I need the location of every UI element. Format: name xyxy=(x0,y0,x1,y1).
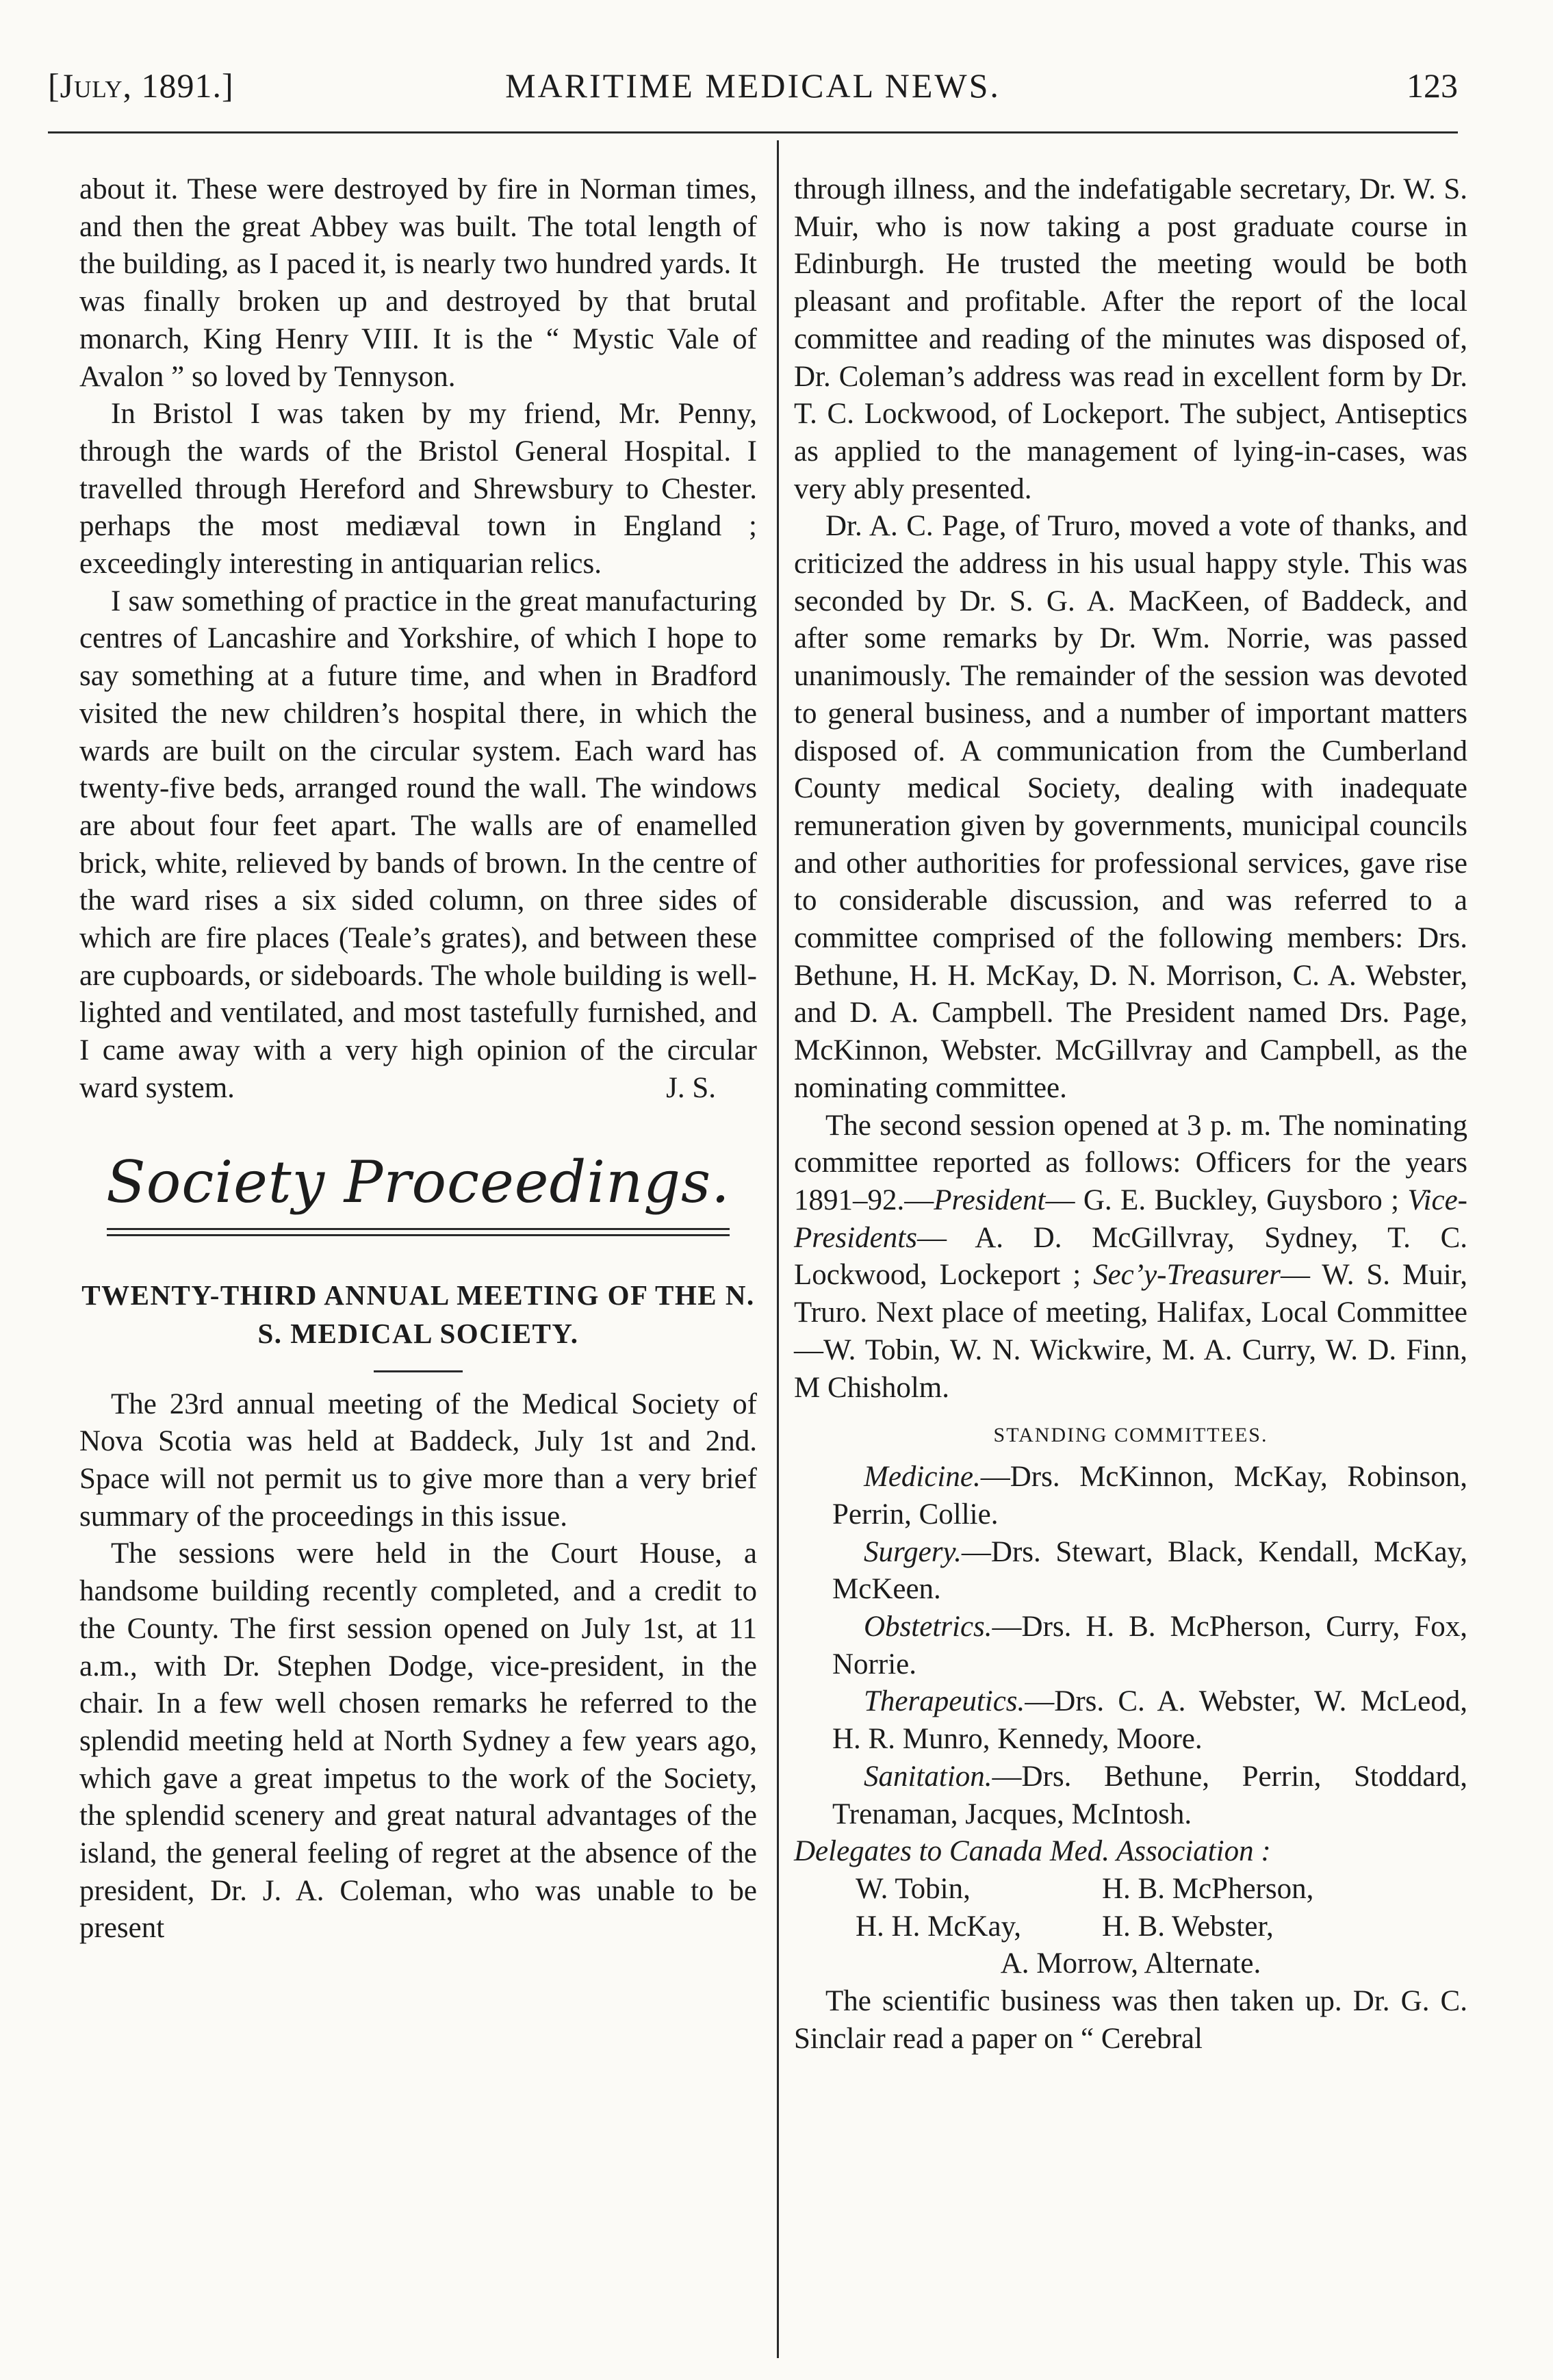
committees-heading: STANDING COMMITTEES. xyxy=(993,1424,1268,1447)
issue-date: [July, 1891.] xyxy=(48,66,234,105)
paragraph: through illness, and the indefatigable secretary, Dr. W. S. Muir, who is now taking a post graduate course in Edinburgh. He trusted the meeting would be both pleasant and profitable. After the report of the local committee and reading of the minutes was disposed of, Dr. Coleman’s address was read in excellent form by Dr. T. C. Lockwood, of Lockeport. The subject, Antiseptics as applied to the management of lying-in-cases, was very ably presented. xyxy=(794,173,1467,505)
committee-entry xyxy=(794,1459,1467,1533)
article-headline: TWENTY-THIRD ANNUAL MEETING OF THE N. S. MEDICAL SOCIETY. xyxy=(81,1279,755,1349)
signature: J. S. xyxy=(666,1071,716,1104)
committee-members: —Drs. McKinnon, McKay, Robinson, Perrin, Collie. xyxy=(832,1461,1467,1531)
delegates-row xyxy=(794,1871,1467,1908)
president-label: President xyxy=(934,1183,1046,1216)
delegates-row xyxy=(794,1908,1467,1946)
delegate-name: W. Tobin, xyxy=(856,1872,971,1905)
committee-label: Obstetrics. xyxy=(864,1611,992,1643)
secretary-label: Sec’y-Treasurer xyxy=(1093,1259,1281,1292)
vice-presidents-label: Vice-Presidents xyxy=(794,1183,1467,1254)
paragraph: The 23rd annual meeting of the Medical Society of Nova Scotia was held at Baddeck, July 1st and 2nd. Space will not permit us to give more than a very brief summary of the proceedings in this issue. xyxy=(79,1387,757,1533)
paragraph: Dr. A. C. Page, of Truro, moved a vote of thanks, and criticized the address in his usual happy style. This was seconded by Dr. S. G. A. MacKeen, of Baddeck, and after some remarks by Dr. Wm. Norrie, was passed unanimously. The remainder of the session was devoted to general business, and a number of important matters disposed of. A communication from the Cumberland County medical Society, dealing with inadequate remuneration given by governments, municipal councils and other authorities for professional services, gave rise to considerable discussion, and was referred to a committee comprised of the following members: Drs. Bethune, H. H. McKay, D. N. Morrison, C. A. Webster, and D. A. Campbell. The President named Drs. Page, McKinnon, Webster. McGillvray and Campbell, as the nominating committee. xyxy=(794,510,1467,1104)
delegate-name: H. H. McKay, xyxy=(856,1910,1022,1943)
committee-members: —Drs. Bethune, Perrin, Stoddard, Trenaman, Jacques, McIntosh. xyxy=(832,1760,1467,1830)
committee-members: —Drs. H. B. McPherson, Curry, Fox, Norrie. xyxy=(832,1611,1467,1680)
section-title: Society Proceedings. xyxy=(106,1148,730,1216)
committee-entry xyxy=(794,1758,1467,1833)
paragraph-text: — G. E. Buckley, Guysboro ; xyxy=(1045,1183,1400,1216)
double-rule xyxy=(107,1228,730,1236)
short-rule xyxy=(374,1370,463,1372)
paragraph: about it. These were destroyed by fire in Norman times, and then the great Abbey was built. The total length of the building, as I paced it, is nearly two hundred yards. It was finally broken up and destroyed by that brutal monarch, King Henry VIII. It is the “ Mystic Vale of Avalon ” so loved by Tennyson. xyxy=(79,173,757,393)
committee-label: Medicine. xyxy=(864,1461,981,1494)
alternate-delegate: A. Morrow, Alternate. xyxy=(1000,1947,1261,1980)
paragraph xyxy=(794,1108,1467,1407)
paragraph-text: I saw something of practice in the great manufacturing centres of Lancashire and Yorkshire, of which I hope to say something at a future time, and when in Bradford visited the new children’s hospital there, in which the wards are built on the circular system. Each ward has twenty-five beds, arranged round the wall. The windows are about four feet apart. The walls are of enamelled brick, white, relieved by bands of brown. In the centre of the ward rises a six sided column, on three sides of which are fire places (Teale’s grates), and between these are cupboards, or sideboards. The whole building is well-lighted and ventilated, and most tastefully furnished, and I came away with a very high opinion of the circular ward system. xyxy=(79,585,757,1104)
paragraph-text: — W. S. Muir, Truro. Next place of meeting, Halifax, Local Committee—W. Tobin, W. N. Wickwire, M. A. Curry, W. D. Finn, M Chisholm. xyxy=(794,1259,1467,1404)
page-header xyxy=(48,66,1458,127)
page-number: 123 xyxy=(1407,66,1458,105)
journal-title: MARITIME MEDICAL NEWS. xyxy=(505,66,1001,105)
delegate-name: H. B. Webster, xyxy=(1102,1910,1274,1943)
paragraph xyxy=(79,583,757,1108)
paragraph-text: — A. D. McGillvray, Sydney, T. C. Lockwood, Lockeport ; xyxy=(794,1221,1467,1292)
column-divider xyxy=(777,140,779,2358)
delegates-title: Delegates to Canada Med. Association : xyxy=(794,1835,1271,1868)
committee-entry xyxy=(794,1609,1467,1683)
committee-label: Sanitation. xyxy=(864,1760,992,1793)
paragraph: The sessions were held in the Court House, a handsome building recently completed, and a credit to the County. The first session opened on July 1st, at 11 a.m., with Dr. Stephen Dodge, vice-president, in the chair. In a few well chosen remarks he referred to the splendid meeting held at North Sydney a few years ago, which gave a great impetus to the work of the Society, the splendid scenery and great natural advantages of the island, the general feeling of regret at the absence of the president, Dr. J. A. Coleman, who was unable to be present xyxy=(79,1537,757,1945)
paragraph: In Bristol I was taken by my friend, Mr. Penny, through the wards of the Bristol General Hospital. I travelled through Hereford and Shrewsbury to Chester. perhaps the most mediæval town in England ; exceedingly interesting in antiquarian relics. xyxy=(79,398,757,580)
paragraph-text: The second session opened at 3 p. m. The nominating committee reported as follows: Officers for the years 1891–92.— xyxy=(794,1109,1467,1216)
delegate-name: H. B. McPherson, xyxy=(1102,1872,1314,1905)
committee-entry xyxy=(794,1534,1467,1609)
committee-members: —Drs. C. A. Webster, W. McLeod, H. R. Munro, Kennedy, Moore. xyxy=(832,1685,1467,1756)
left-column xyxy=(79,171,757,1947)
right-column xyxy=(794,171,1467,2058)
paragraph: The scientific business was then taken up. Dr. G. C. Sinclair read a paper on “ Cerebral xyxy=(794,1985,1467,2055)
committee-label: Therapeutics. xyxy=(864,1685,1025,1718)
committee-label: Surgery. xyxy=(864,1535,962,1568)
committee-entry xyxy=(794,1683,1467,1758)
committee-members: —Drs. Stewart, Black, Kendall, McKay, McKeen. xyxy=(832,1535,1467,1606)
header-rule xyxy=(48,131,1458,133)
